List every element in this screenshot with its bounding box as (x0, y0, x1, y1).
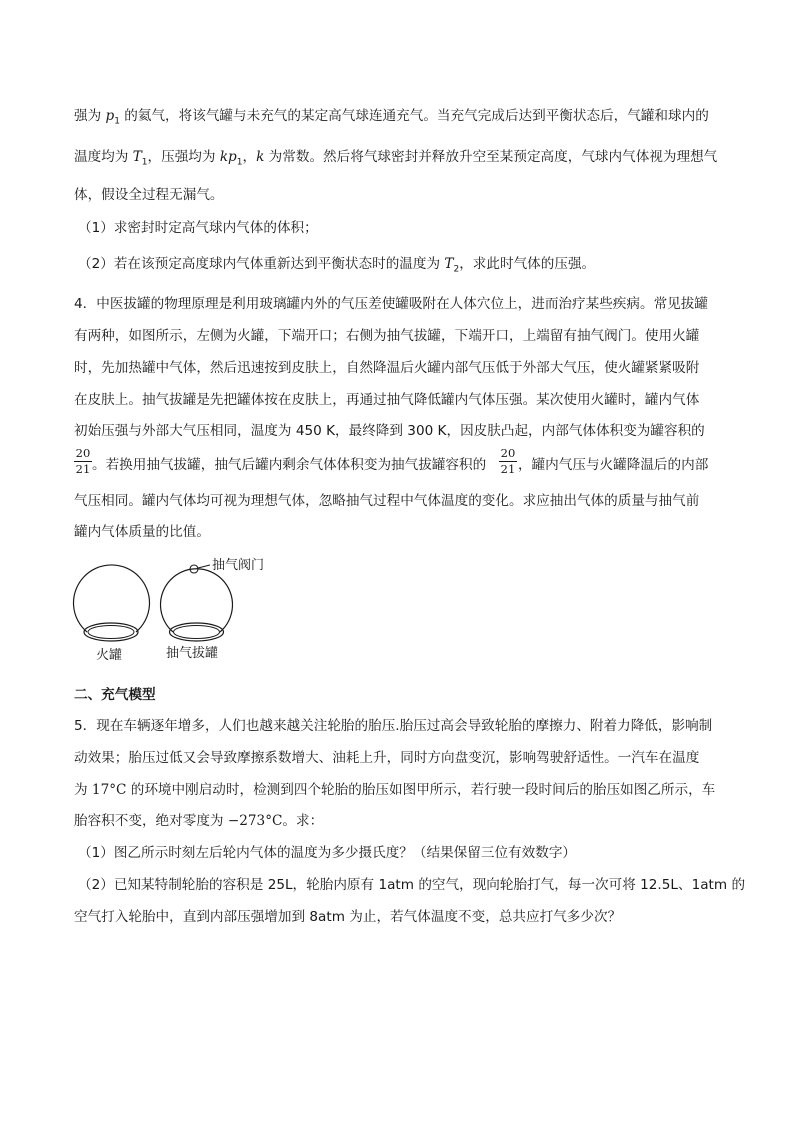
fire-cup-label: 火罐 (96, 648, 123, 663)
subscript: 1 (114, 116, 120, 127)
text: ， (242, 149, 257, 165)
var-p1: p (105, 108, 115, 124)
text: 。求： (282, 813, 324, 829)
p4-line-6b: ，罐内气压与火罐降温后的内部 (518, 457, 709, 473)
text: 为 (74, 782, 92, 798)
text: 的环境中刚启动时，检测到四个轮胎的胎压如图甲所示，若行驶一段时间后的胎压如图乙所示，车 (126, 782, 716, 798)
p5-line-3 (74, 780, 715, 800)
p5-line-4 (74, 811, 323, 831)
fire-cup-drawing (74, 565, 150, 641)
p3-question-2 (78, 254, 595, 280)
p5-question-1: （1）图乙所示时刻左后轮内气体的温度为多少摄氏度？（结果保留三位有效数字） (78, 845, 577, 861)
p4-line-5: 初始压强与外部大气压相同，温度为 450 K，最终降到 300 K，因皮肤凸起，内部气体体积变为罐容积的 (74, 423, 705, 439)
p5-line-2: 动效果；胎压过低又会导致摩擦系数增大、油耗上升，同时方向盘变沉，影响驾驶舒适性。一汽车在温度 (74, 750, 700, 766)
var-kp1: kp (219, 149, 237, 165)
p4-line-2: 有两种，如图所示，左侧为火罐，下端开口；右侧为抽气拔罐，下端开口，上端留有抽气阀门。使用火罐 (74, 328, 700, 344)
temperature-value: 17°C (91, 782, 127, 798)
var-t1: T (132, 149, 142, 165)
p4-line-3: 时，先加热罐中气体，然后迅速按到皮肤上，自然降温后火罐内部气压低于外部大气压，使火罐紧紧吸附 (74, 360, 700, 376)
p5-question-2-line-1: （2）已知某特制轮胎的容积是 25L，轮胎内原有 1atm 的空气，现向轮胎打气，每一次可将 12.5L、1atm 的 (78, 877, 746, 893)
p4-line-1: 4．中医拔罐的物理原理是利用玻璃罐内外的气压差使罐吸附在人体穴位上，进而治疗某些疾病。常见拔罐 (74, 296, 708, 312)
text: 温度均为 (74, 149, 133, 165)
p4-line-7: 气压相同。罐内气体均可视为理想气体，忽略抽气过程中气体温度的变化。求应抽出气体的质量与抽气前 (74, 493, 700, 509)
fraction-numerator: 20 (75, 446, 91, 460)
fraction-20-21-b (499, 447, 517, 476)
p3-question-1: （1）求密封时定高气球内气体的体积； (78, 220, 318, 236)
text: 为常数。然后将气球密封并释放升空至某预定高度，气球内气体视为理想气 (264, 149, 718, 165)
p3-line-3: 体，假设全过程无漏气。 (74, 187, 224, 203)
p5-question-2-line-2: 空气打入轮胎中，直到内部压强增加到 8atm 为止，若气体温度不变，总共应打气多少次？ (74, 909, 622, 925)
absolute-zero-value: −273°C (227, 813, 283, 829)
p5-line-1: 5．现在车辆逐年增多，人们也越来越关注轮胎的胎压.胎压过高会导致轮胎的摩擦力、附着力降低，影响制 (74, 718, 713, 734)
text: 的氦气，将该气罐与未充气的某定高气球连通充气。当充气完成后达到平衡状态后，气罐和球内的 (119, 108, 709, 124)
fraction-20-21-a (74, 447, 92, 476)
text: ，求此时气体的压强。 (459, 256, 596, 272)
text: （2）若在该预定高度球内气体重新达到平衡状态时的温度为 (78, 256, 445, 272)
text: 胎容积不变，绝对零度为 (74, 813, 228, 829)
p4-line-6a: 。若换用抽气拔罐，抽气后罐内剩余气体体积变为抽气拔罐容积的 (92, 457, 487, 473)
var-k: k (256, 149, 265, 165)
suction-cup-drawing (161, 565, 233, 641)
subscript: 1 (236, 157, 243, 168)
fraction-denominator: 21 (75, 462, 91, 476)
subscript: 1 (141, 157, 148, 168)
p3-line-2 (74, 147, 717, 173)
valve-label: 抽气阀门 (212, 558, 265, 573)
p4-line-4: 在皮肤上。抽气拔罐是先把罐体按在皮肤上，再通过抽气降低罐内气体压强。某次使用火罐时，罐内气体 (74, 392, 700, 408)
text: ，压强均为 (147, 149, 220, 165)
section-heading: 二、充气模型 (74, 687, 156, 703)
p3-line-1 (74, 106, 709, 132)
suction-cup-label: 抽气拔罐 (166, 646, 219, 661)
p4-line-8: 罐内气体质量的比值。 (74, 524, 210, 540)
var-t2: T (444, 256, 454, 272)
fraction-denominator: 21 (500, 462, 516, 476)
fraction-numerator: 20 (500, 446, 516, 460)
subscript: 2 (453, 264, 460, 275)
text: 强为 (74, 108, 106, 124)
